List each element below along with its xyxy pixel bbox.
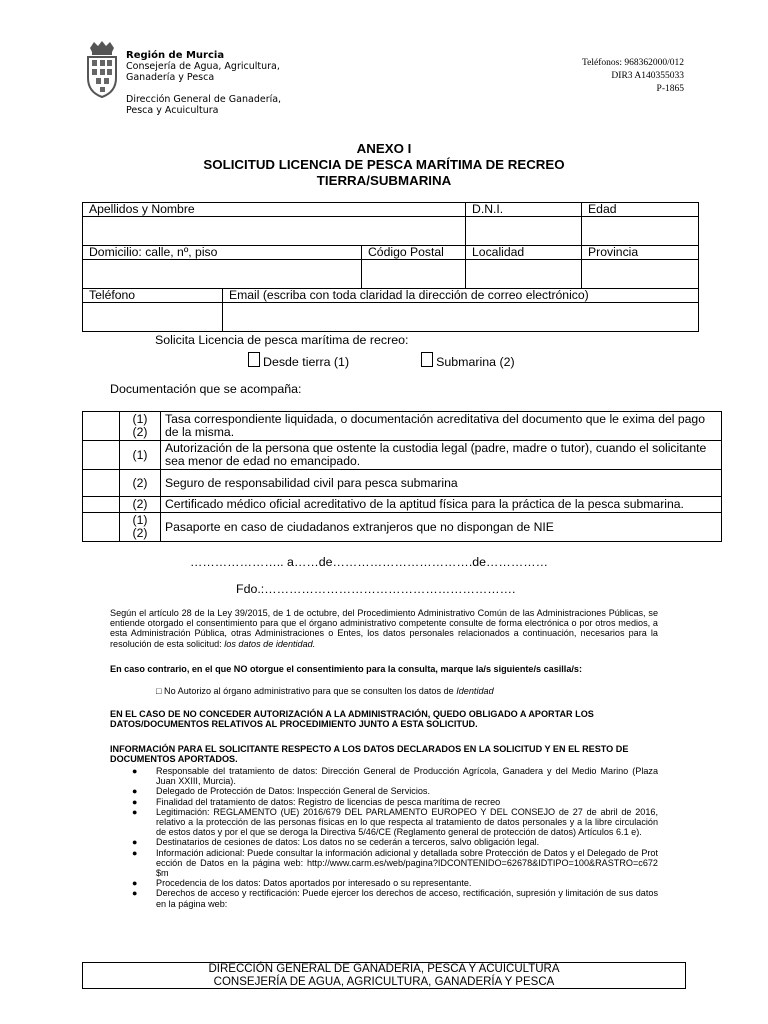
procedure-ref: P-1865 (656, 84, 684, 94)
list-item (132, 888, 658, 909)
name-field[interactable] (83, 217, 466, 246)
footer-line-2: CONSEJERÍA DE AGUA, AGRICULTURA, GANADERÍA Y PESCA (213, 976, 555, 988)
doc-text: Certificado médico oficial acreditativo de la aptitud física para la práctica de la pesca submarina. (161, 497, 722, 513)
doc-check-cell[interactable] (83, 497, 120, 513)
doc-check-cell[interactable] (83, 441, 120, 470)
consent-text: Según el artículo 28 de la Ley 39/2015, de 1 de octubre, del Procedimiento Administrativo Común de las Administraciones Públicas, se entiende otorgado el consentimiento para que el órgano administrativo competente consulte de forma electrónica o por otros medios, a esta Administración Pública, otras Administraciones o Entes, los datos personales relacionados a continuación, necesarios para la resolución de esta solicitud: (110, 608, 658, 649)
land-option-label: Desde tierra (1) (263, 355, 350, 369)
list-item-text: Legitimación: REGLAMENTO (UE) 2016/679 DEL PARLAMENTO EUROPEO Y DEL CONSEJO de 27 de abril de 2016, relativo a la protección de las personas físicas en lo que respecta al tratamiento de datos personales y a la libre circulación de estos datos y por el que se deroga la Directiva 5/46/CE (Reglamento general de protección de datos) Artículos 6.1 e). (156, 806, 658, 838)
bullet-icon: ● (132, 806, 138, 817)
list-item-text: Finalidad del tratamiento de datos: Registro de licencias de pesca marítima de recreo (156, 796, 501, 807)
title-line-1: SOLICITUD LICENCIA DE PESCA MARÍTIMA DE RECREO (203, 157, 565, 172)
signature-line[interactable]: Fdo.:……………………………………………………. (236, 582, 516, 596)
list-item (132, 766, 658, 787)
list-item (132, 847, 658, 879)
bullet-icon: ● (132, 786, 138, 797)
list-item (132, 878, 658, 889)
list-item (132, 796, 658, 807)
doc-text: Tasa correspondiente liquidada, o documentación acreditativa del documento que le exima del pago de la misma. (161, 412, 722, 441)
doc-check-cell[interactable] (83, 412, 120, 441)
doc-text: Pasaporte en caso de ciudadanos extranjeros que no dispongan de NIE (161, 513, 722, 542)
dni-field[interactable] (466, 217, 582, 246)
no-authorize-option[interactable] (156, 686, 656, 696)
doc-mark: (2) (120, 497, 161, 513)
phone-label: Teléfono (83, 289, 223, 303)
footer-box (82, 962, 686, 989)
bullet-icon: ● (132, 888, 138, 899)
phone-field[interactable] (83, 303, 223, 332)
documents-title: Documentación que se acompaña: (110, 382, 302, 396)
list-item (132, 786, 658, 797)
doc-check-cell[interactable] (83, 470, 120, 497)
bullet-icon: ● (132, 878, 138, 889)
doc-mark: (1) (2) (120, 513, 161, 542)
no-authorize-italic: Identidad (456, 686, 494, 696)
bullet-icon: ● (132, 766, 138, 776)
org-name: Región de Murcia (126, 50, 225, 61)
list-item-text: Información adicional: Puede consultar la información adicional y detallada sobre Protección de Datos y el Delegado de Protección de Datos en la página web: http://www.carm.es/web/pagina?IDCONTENIDO=62678&IDTIPO=100&RASTRO=c672$m (156, 847, 658, 879)
request-text: Solicita Licencia de pesca marítima de recreo: (155, 333, 409, 347)
doc-text: Autorización de la persona que ostente la custodia legal (padre, madre o tutor), cuando el solicitante sea menor de edad no emancipado. (161, 441, 722, 470)
list-item-text: Procedencia de los datos: Datos aportados por interesado o su representante. (156, 878, 472, 889)
obligation-paragraph: EN EL CASO DE NO CONCEDER AUTORIZACIÓN A LA ADMINISTRACIÓN, QUEDO OBLIGADO A APORTAR LOS DATOS/DOCUMENTOS RELATIVOS AL PROCEDIMIENTO JUNTO A ESTA SOLICITUD. (110, 709, 594, 730)
province-field[interactable] (582, 260, 699, 289)
footer-line-1: DIRECCIÓN GENERAL DE GANADERIA, PESCA Y ACUICULTURA (208, 963, 560, 975)
title-line-2: TIERRA/SUBMARINA (316, 173, 452, 188)
bullet-icon: ● (132, 837, 138, 848)
org-line-1: Consejería de Agua, Agricultura, (126, 61, 280, 72)
doc-text: Seguro de responsabilidad civil para pesca submarina (161, 470, 722, 497)
locality-field[interactable] (466, 260, 582, 289)
dni-label: D.N.I. (466, 203, 582, 217)
no-authorize-text: □ No Autorizo al órgano administrativo para que se consulten los datos de (156, 686, 454, 696)
doc-mark: (2) (120, 470, 161, 497)
address-label: Domicilio: calle, nº, piso (83, 246, 362, 260)
age-field[interactable] (582, 217, 699, 246)
doc-row (83, 513, 722, 542)
doc-row (83, 441, 722, 470)
dg-line-1: Dirección General de Ganadería, (126, 94, 282, 105)
annex-title: ANEXO I (356, 141, 412, 156)
date-place-line[interactable]: ………………….. a……de…………………………….de…………… (190, 555, 548, 569)
data-protection-list (110, 766, 658, 909)
email-field[interactable] (223, 303, 699, 332)
doc-row (83, 412, 722, 441)
documents-table (82, 411, 722, 542)
phones: Teléfonos: 968362000/012 (582, 58, 684, 68)
consent-paragraph (110, 608, 658, 649)
document-title (0, 141, 768, 189)
murcia-coat-of-arms-logo (84, 40, 120, 100)
org-text (126, 50, 281, 116)
name-label: Apellidos y Nombre (83, 203, 466, 217)
land-checkbox[interactable] (248, 352, 260, 367)
org-line-2: Ganadería y Pesca (126, 72, 215, 83)
doc-check-cell[interactable] (83, 513, 120, 542)
doc-row (83, 497, 722, 513)
doc-mark: (1) (2) (120, 412, 161, 441)
locality-label: Localidad (466, 246, 582, 260)
doc-mark: (1) (120, 441, 161, 470)
email-label: Email (escriba con toda claridad la dirección de correo electrónico) (223, 289, 699, 303)
submarine-checkbox[interactable] (421, 352, 433, 367)
info-title: INFORMACIÓN PARA EL SOLICITANTE RESPECTO A LOS DATOS DECLARADOS EN LA SOLICITUD Y EN EL RESTO DE DOCUMENTOS APORTADOS. (110, 744, 629, 765)
contact-info (582, 57, 684, 96)
contrary-paragraph: En caso contrario, en el que NO otorgue el consentimiento para la consulta, marque la/s siguiente/s casilla/s: (110, 664, 582, 674)
address-field[interactable] (83, 260, 362, 289)
applicant-form (82, 202, 699, 332)
bullet-icon: ● (132, 796, 138, 807)
license-type-options (248, 352, 515, 369)
consent-italic: los datos de identidad. (224, 638, 316, 649)
dir3-code: DIR3 A140355033 (611, 71, 684, 81)
age-label: Edad (582, 203, 699, 217)
province-label: Provincia (582, 246, 699, 260)
list-item-text: Derechos de acceso y rectificación: Puede ejercer los derechos de acceso, rectificación, supresión y limitación de sus datos en la página web: (156, 888, 658, 909)
doc-row (83, 470, 722, 497)
list-item (132, 806, 658, 838)
submarine-option-label: Submarina (2) (436, 355, 515, 369)
postal-code-label: Código Postal (362, 246, 466, 260)
bullet-icon: ● (132, 847, 138, 858)
list-item-text: Destinatarios de cesiones de datos: Los datos no se cederán a terceros, salvo obligación legal. (156, 837, 540, 848)
list-item-text: Delegado de Protección de Datos: Inspección General de Servicios. (156, 786, 430, 797)
postal-code-field[interactable] (362, 260, 466, 289)
list-item-text: Responsable del tratamiento de datos: Dirección General de Producción Agrícola, Ganadera y del Medio Marino (Plaza Juan XXIII, Murcia). (156, 766, 658, 787)
dg-line-2: Pesca y Acuicultura (126, 105, 219, 116)
header-org (84, 40, 304, 120)
list-item (132, 837, 658, 848)
